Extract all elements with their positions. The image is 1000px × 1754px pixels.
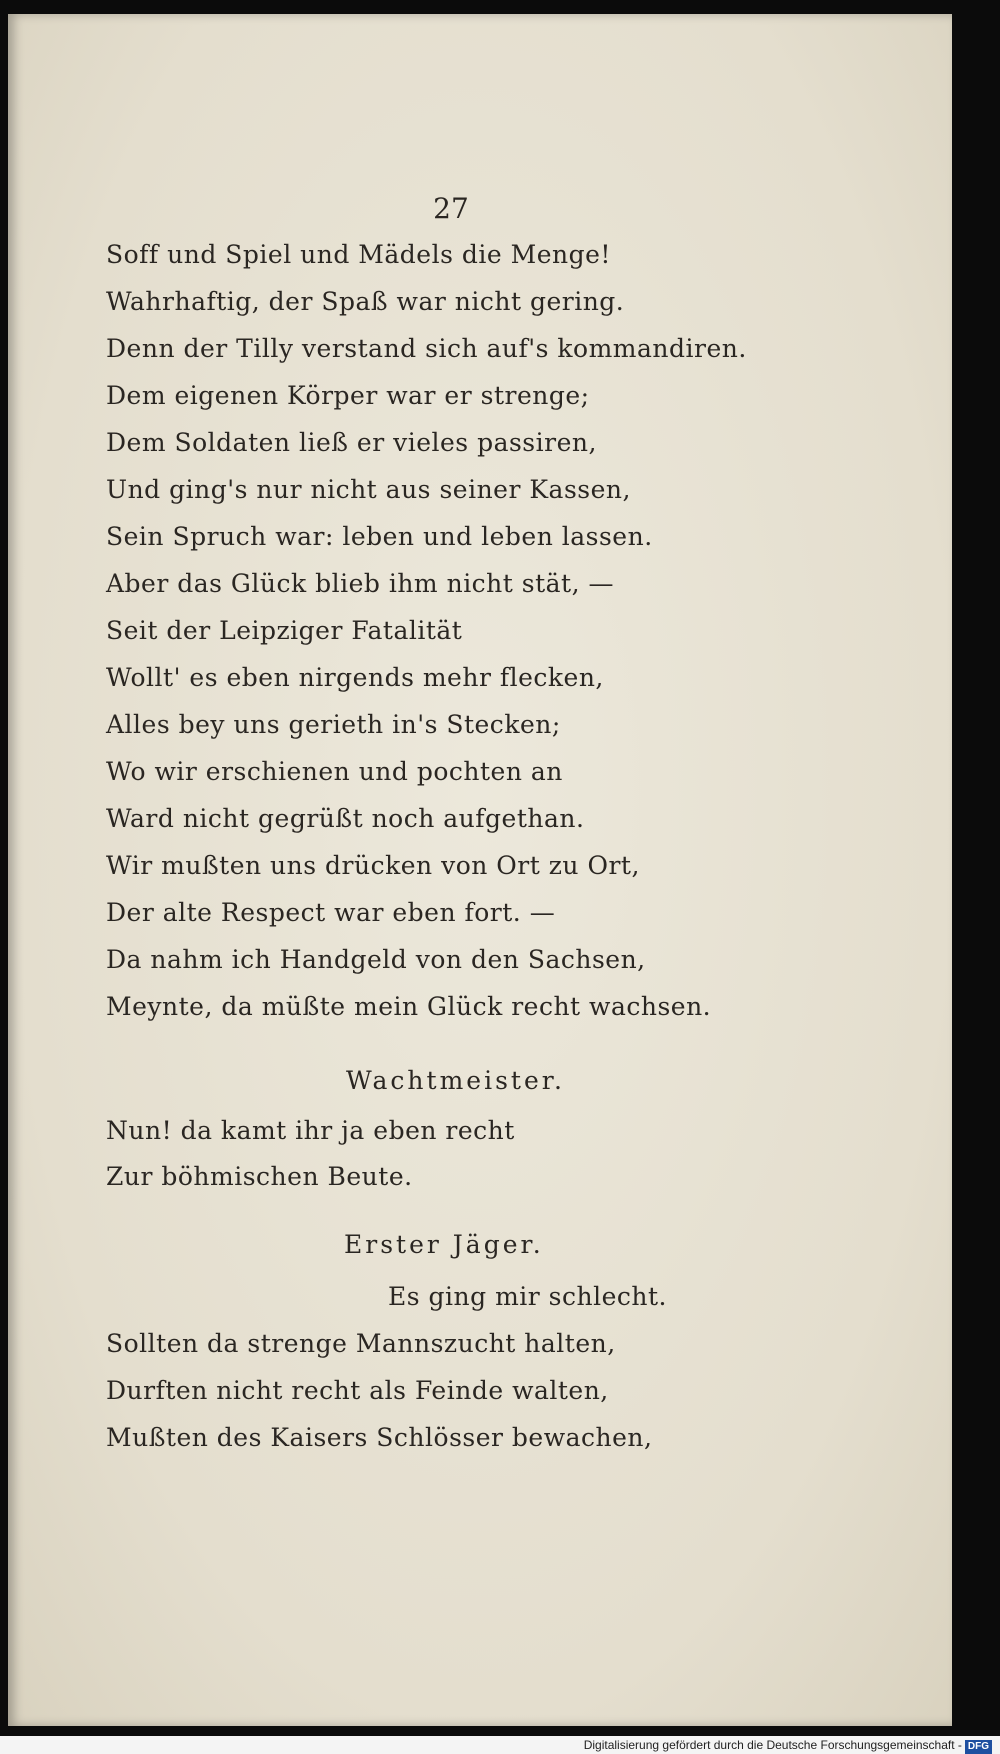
verse-line: Wo wir erschienen und pochten an (106, 757, 563, 786)
page-number: 27 (433, 192, 469, 225)
verse-line: Soff und Spiel und Mädels die Menge! (106, 240, 611, 269)
speaker-heading: Wachtmeister. (346, 1066, 565, 1095)
verse-line: Da nahm ich Handgeld von den Sachsen, (106, 945, 646, 974)
verse-line: Dem eigenen Körper war er strenge; (106, 381, 590, 410)
digitization-footer (0, 1736, 1000, 1754)
verse-line: Seit der Leipziger Fatalität (106, 616, 463, 645)
verse-line: Es ging mir schlecht. (388, 1282, 667, 1311)
verse-line: Wahrhaftig, der Spaß war nicht gering. (106, 287, 625, 316)
book-page (8, 14, 952, 1726)
dfg-logo: DFG (965, 1740, 992, 1754)
verse-line: Ward nicht gegrüßt noch aufgethan. (106, 804, 585, 833)
speaker-heading: Erster Jäger. (344, 1230, 544, 1259)
footer-text: Digitalisierung gefördert durch die Deutsche Forschungsgemeinschaft - (583, 1738, 962, 1752)
verse-line: Sein Spruch war: leben und leben lassen. (106, 522, 653, 551)
verse-line: Meynte, da müßte mein Glück recht wachsen. (106, 992, 712, 1021)
verse-line: Durften nicht recht als Feinde walten, (106, 1376, 609, 1405)
verse-line: Mußten des Kaisers Schlösser bewachen, (106, 1423, 653, 1452)
verse-line: Wollt' es eben nirgends mehr flecken, (106, 663, 604, 692)
verse-line: Der alte Respect war eben fort. — (106, 898, 556, 927)
verse-line: Sollten da strenge Mannszucht halten, (106, 1329, 616, 1358)
verse-line: Alles bey uns gerieth in's Stecken; (106, 710, 561, 739)
verse-line: Und ging's nur nicht aus seiner Kassen, (106, 475, 631, 504)
verse-line: Dem Soldaten ließ er vieles passiren, (106, 428, 597, 457)
verse-line: Aber das Glück blieb ihm nicht stät, — (106, 569, 615, 598)
verse-line: Zur böhmischen Beute. (106, 1162, 413, 1191)
verse-line: Nun! da kamt ihr ja eben recht (106, 1116, 515, 1145)
verse-line: Denn der Tilly verstand sich auf's kommandiren. (106, 334, 747, 363)
verse-line: Wir mußten uns drücken von Ort zu Ort, (106, 851, 640, 880)
